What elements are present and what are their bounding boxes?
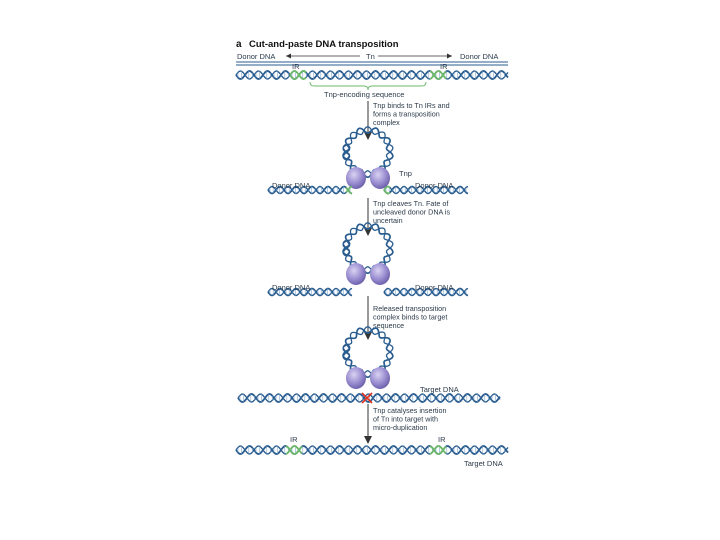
step-3-text: Released transposition complex binds to target sequence	[373, 304, 448, 330]
step-4-text: Tnp catalyses insertion of Tn into target with micro-duplication	[373, 406, 447, 432]
donor-dna-right-label: Donor DNA	[460, 52, 499, 61]
tnp-encoding-label: Tnp-encoding sequence	[324, 90, 405, 99]
transposition-complex-2	[343, 223, 393, 285]
figure-title: Cut-and-paste DNA transposition	[249, 39, 399, 50]
tnp-protein	[346, 263, 366, 285]
donor-dna-left-label: Donor DNA	[237, 52, 276, 61]
tnp-protein	[370, 167, 390, 189]
final-ir-left-label: IR	[290, 435, 298, 444]
stage-4-target-label: Target DNA	[420, 385, 459, 394]
tn-span-right-arrowhead	[447, 54, 452, 59]
step-2-text: Tnp cleaves Tn. Fate of uncleaved donor DNA is uncertain	[373, 199, 451, 225]
ir-left-label: IR	[292, 62, 300, 71]
target-dna-final	[236, 446, 508, 454]
panel-letter: a	[236, 39, 242, 50]
tnp-protein	[346, 167, 366, 189]
transposition-complex-3	[343, 327, 393, 389]
final-ir-right-label: IR	[438, 435, 446, 444]
stage-2-donor-right-label: Donor DNA	[415, 181, 454, 190]
tnp-label: Tnp	[399, 169, 412, 178]
final-target-label: Target DNA	[464, 459, 503, 468]
ir-right-label: IR	[440, 62, 448, 71]
stage-2-donor-left-label: Donor DNA	[272, 181, 311, 190]
stage-3-donor-left-label: Donor DNA	[272, 283, 311, 292]
tnp-protein	[370, 367, 390, 389]
transposition-complex-1	[343, 127, 393, 189]
stage-3-donor-right-label: Donor DNA	[415, 283, 454, 292]
donor-dna-helix	[236, 71, 508, 79]
tn-label: Tn	[366, 52, 375, 61]
tnp-protein	[370, 263, 390, 285]
tnp-protein	[346, 367, 366, 389]
tnp-encoding-bracket	[310, 82, 426, 90]
tn-span-left-arrowhead	[286, 54, 291, 59]
step-1-text: Tnp binds to Tn IRs and forms a transposition complex	[373, 101, 450, 127]
